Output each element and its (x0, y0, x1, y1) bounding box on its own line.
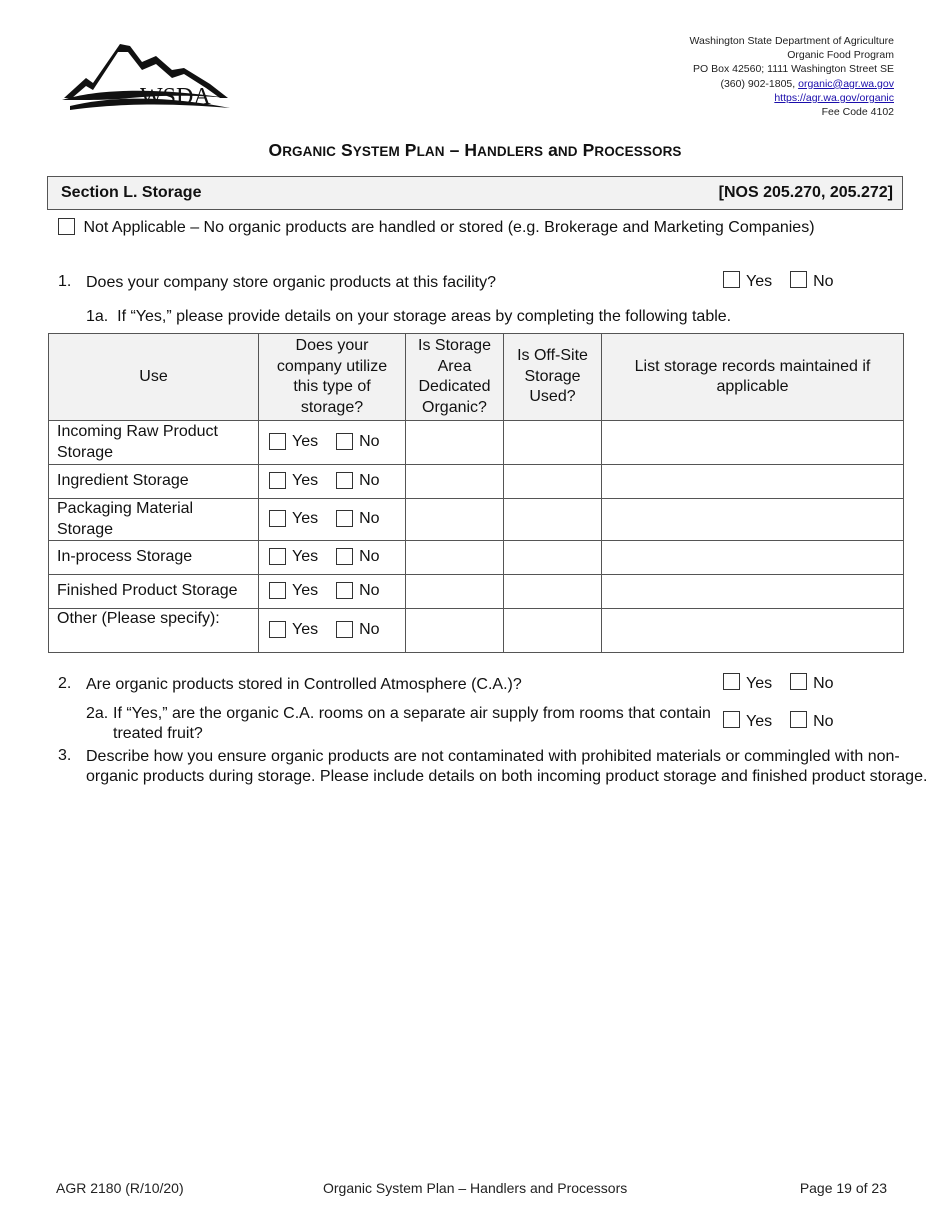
storage-use-cell: Other (Please specify): (49, 609, 259, 653)
offsite-storage-cell[interactable] (504, 465, 602, 499)
q1-yes-checkbox[interactable] (723, 271, 740, 288)
storage-use-cell: In-process Storage (49, 541, 259, 575)
storage-use-cell: Ingredient Storage (49, 465, 259, 499)
logo-wordmark: WSDA (140, 84, 211, 110)
q2a-yes-label: Yes (746, 713, 773, 730)
section-reference: [NOS 205.270, 205.272] (718, 184, 893, 201)
storage-records-cell[interactable] (602, 421, 904, 465)
section-label: Section L. Storage (61, 184, 202, 201)
q2a-yes-checkbox[interactable] (723, 711, 740, 728)
table-row (49, 541, 904, 575)
q1-text: Does your company store organic products at this facility? (86, 274, 496, 291)
utilize-yes-label: Yes (292, 621, 319, 639)
utilize-yes-checkbox[interactable] (269, 510, 286, 527)
utilize-yes-checkbox[interactable] (269, 548, 286, 565)
storage-table (48, 333, 904, 653)
q2a-no-label: No (813, 713, 834, 730)
q2-yes-label: Yes (746, 675, 773, 692)
utilize-yes-checkbox[interactable] (269, 433, 286, 450)
utilize-no-checkbox[interactable] (336, 472, 353, 489)
storage-records-cell[interactable] (602, 465, 904, 499)
utilize-no-checkbox[interactable] (336, 621, 353, 638)
utilize-no-label: No (359, 433, 380, 451)
utilize-no-checkbox[interactable] (336, 548, 353, 565)
utilize-no-label: No (359, 472, 380, 490)
utilize-yes-checkbox[interactable] (269, 621, 286, 638)
header-utilize: Does your company utilize this type of storage? (259, 334, 406, 421)
q2-yes-checkbox[interactable] (723, 673, 740, 690)
dedicated-organic-cell[interactable] (406, 575, 504, 609)
offsite-storage-cell[interactable] (504, 421, 602, 465)
utilize-yes-no-cell (259, 609, 406, 653)
program-name: Organic Food Program (787, 49, 894, 62)
q1a-text: If “Yes,” please provide details on your storage areas by completing the following table. (117, 308, 732, 325)
header-use: Use (49, 334, 259, 421)
q2a-text-line1: If “Yes,” are the organic C.A. rooms on a separate air supply from rooms that contain (113, 705, 711, 722)
fee-code: Fee Code 4102 (821, 106, 894, 119)
not-applicable-checkbox[interactable] (58, 218, 75, 235)
utilize-no-label: No (359, 621, 380, 639)
q2-no-label: No (813, 675, 834, 692)
offsite-storage-cell[interactable] (504, 609, 602, 653)
q1a-number: 1a. (86, 308, 109, 325)
q1a-row (86, 307, 731, 326)
utilize-no-label: No (359, 582, 380, 600)
storage-use-cell: Packaging Material Storage (49, 499, 259, 541)
q3-number: 3. (58, 747, 72, 764)
footer-doc-title: Organic System Plan – Handlers and Processors (323, 1180, 628, 1196)
section-header (47, 176, 903, 210)
footer-page-number: Page 19 of 23 (799, 1180, 887, 1196)
header-offsite: Is Off-Site Storage Used? (504, 334, 602, 421)
q1-number: 1. (58, 273, 72, 290)
offsite-storage-cell[interactable] (504, 541, 602, 575)
not-applicable-row (58, 218, 815, 237)
q2-text: Are organic products stored in Controlled Atmosphere (C.A.)? (86, 676, 522, 693)
table-header-row (49, 334, 904, 421)
utilize-yes-no-cell (259, 541, 406, 575)
q2-answer (723, 675, 834, 693)
utilize-no-checkbox[interactable] (336, 582, 353, 599)
dedicated-organic-cell[interactable] (406, 465, 504, 499)
utilize-yes-no-cell (259, 575, 406, 609)
utilize-no-label: No (359, 510, 380, 528)
website-link[interactable]: https://agr.wa.gov/organic (774, 91, 894, 104)
header-dedicated: Is Storage Area Dedicated Organic? (406, 334, 504, 421)
utilize-yes-no-cell (259, 465, 406, 499)
q2a-answer (723, 713, 834, 731)
utilize-yes-label: Yes (292, 582, 319, 600)
storage-records-cell[interactable] (602, 575, 904, 609)
phone-number: (360) 902-1805, (720, 77, 799, 90)
storage-records-cell[interactable] (602, 541, 904, 575)
table-row (49, 575, 904, 609)
utilize-no-checkbox[interactable] (336, 433, 353, 450)
agency-name: Washington State Department of Agriculture (689, 35, 894, 47)
q2-no-checkbox[interactable] (790, 673, 807, 690)
table-row (49, 465, 904, 499)
dedicated-organic-cell[interactable] (406, 541, 504, 575)
utilize-yes-checkbox[interactable] (269, 582, 286, 599)
storage-use-cell: Incoming Raw Product Storage (49, 421, 259, 465)
q1-answer (723, 273, 834, 291)
q1-no-checkbox[interactable] (790, 271, 807, 288)
footer-form-id: AGR 2180 (R/10/20) (56, 1180, 184, 1196)
dedicated-organic-cell[interactable] (406, 421, 504, 465)
contact-line (690, 77, 894, 91)
utilize-yes-label: Yes (292, 472, 319, 490)
storage-records-cell[interactable] (602, 609, 904, 653)
wsda-logo (60, 38, 235, 116)
q2a-no-checkbox[interactable] (790, 711, 807, 728)
utilize-yes-no-cell (259, 499, 406, 541)
utilize-no-label: No (359, 548, 380, 566)
not-applicable-label: Not Applicable – No organic products are handled or stored (e.g. Brokerage and Marketing Companies) (83, 219, 815, 236)
utilize-yes-checkbox[interactable] (269, 472, 286, 489)
q1-no-label: No (813, 273, 834, 290)
agency-address (690, 34, 894, 119)
table-row (49, 421, 904, 465)
q3-text-line1: Describe how you ensure organic products are not contaminated with prohibited materials or commingled with non- (86, 748, 900, 765)
q3-answer-area[interactable] (86, 795, 901, 1155)
utilize-yes-label: Yes (292, 433, 319, 451)
q3-text-line2: organic products during storage. Please include details on both incoming product storage and finished product storage. (86, 768, 928, 785)
dedicated-organic-cell[interactable] (406, 499, 504, 541)
q1-yes-label: Yes (746, 273, 773, 290)
mailing-address: PO Box 42560; 1111 Washington Street SE (693, 63, 894, 76)
q2a-text-line2: treated fruit? (113, 725, 203, 742)
page-title: ORGANIC SYSTEM PLAN – HANDLERS aND PROCESSORS (268, 140, 682, 160)
storage-use-cell: Finished Product Storage (49, 575, 259, 609)
q2-number: 2. (58, 675, 72, 692)
table-row (49, 609, 904, 653)
header-records: List storage records maintained if applicable (602, 334, 904, 421)
storage-records-cell[interactable] (602, 499, 904, 541)
offsite-storage-cell[interactable] (504, 575, 602, 609)
utilize-yes-label: Yes (292, 510, 319, 528)
utilize-yes-label: Yes (292, 548, 319, 566)
table-row (49, 499, 904, 541)
dedicated-organic-cell[interactable] (406, 609, 504, 653)
q2a-number: 2a. (86, 705, 109, 722)
utilize-no-checkbox[interactable] (336, 510, 353, 527)
email-link[interactable]: organic@agr.wa.gov (798, 77, 894, 90)
utilize-yes-no-cell (259, 421, 406, 465)
offsite-storage-cell[interactable] (504, 499, 602, 541)
